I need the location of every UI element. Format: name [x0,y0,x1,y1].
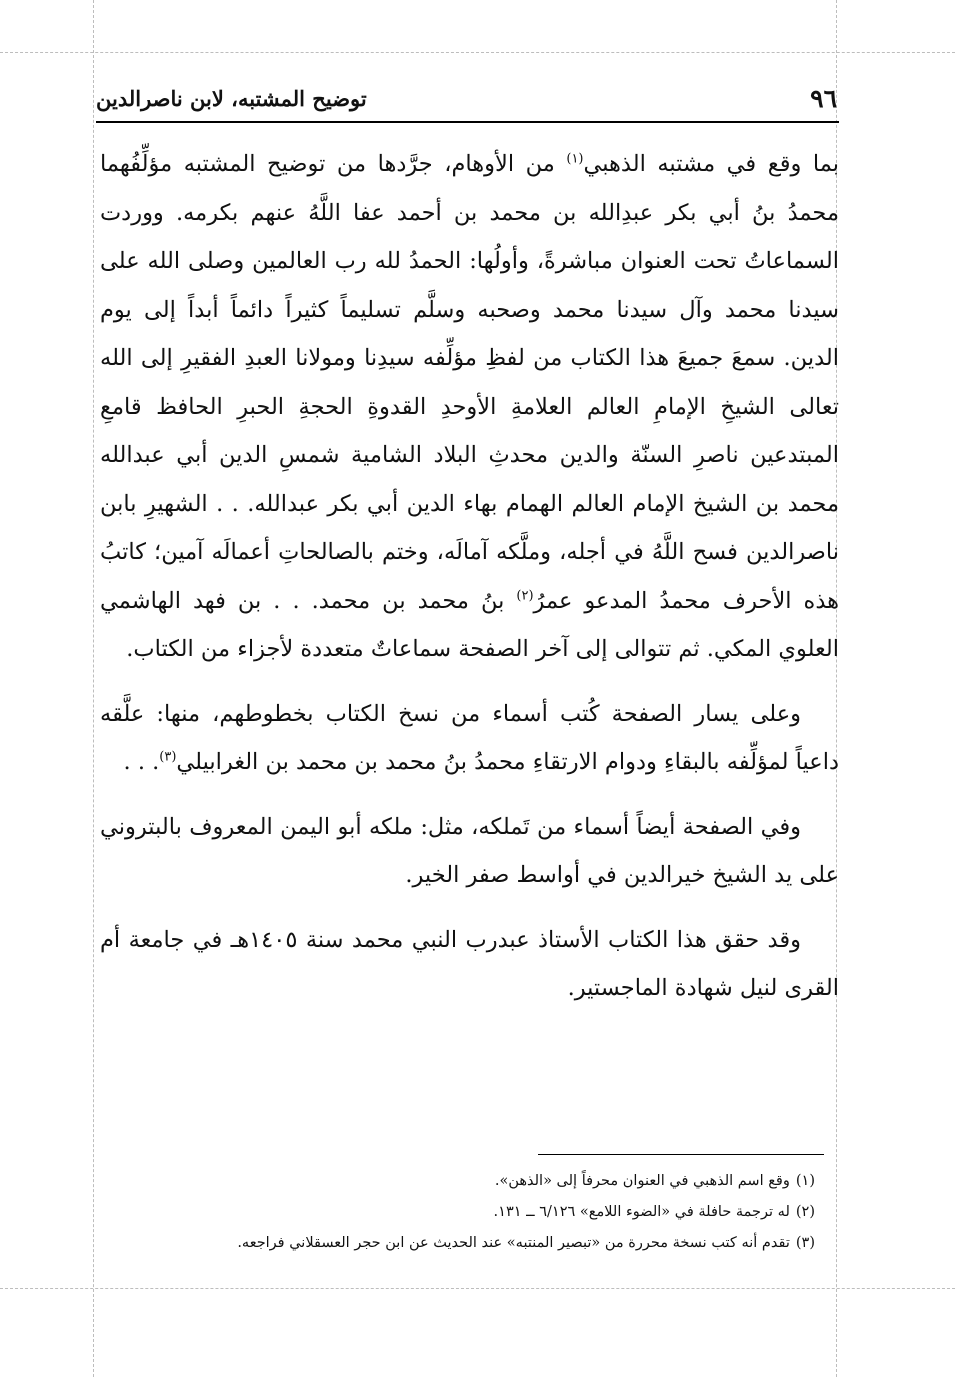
running-title: توضيح المشتبه، لابن ناصرالدين [96,85,367,111]
footnote-number: (٣) [795,1235,815,1251]
footnote-1 [100,1166,815,1197]
footnote-3 [100,1228,815,1259]
paragraph-1-part-2: من الأوهام، جرَّدها من توضيح المشتبه مؤلِّفُهما محمدُ بنُ أبي بكر عبدِالله بن محمد بن أحمد عفا اللَّهُ عنهم بكرمه. ووردت السماعاتُ تحت العنوان مباشرةً، وأولُها: الحمدُ لله رب العالمين وصلى الله على سيدنا محمد وآل سيدنا محمد وصحبه وسلَّم تسليماً كثيراً دائماً أبداً إلى يوم الدين. سمعَ جميعَ هذا الكتاب من لفظِ مؤلِّفه سيدِنا ومولانا العبدِ الفقيرِ إلى الله تعالى الشيخِ الإمامِ العالم العلامةِ الأوحدِ القدوةِ الحجةِ الحبرِ الحافظ قامعِ المبتدعين ناصرِ السنّة والدين محدثِ البلاد الشامية شمسِ الدين أبي عبدالله محمد بن الشيخ الإمام العالم الهمام بهاء الدين أبي بكر عبدالله. . . الشهيرِ بابن ناصرالدين فسح اللَّهُ في أجله، وملَّكه آمالَه، وختم بالصالحاتِ أعمالَه آمين؛ كاتبُ هذه الأحرف محمدُ المدعو عمرُ [100,151,839,614]
footnotes [100,1166,815,1259]
paragraph-1-part-3: بنُ محمد بن محمد. . . بن فهد الهاشمي العلوي المكي. ثم تتوالى إلى آخر الصفحة سماعاتٌ متعددة لأجزاء من الكتاب. [100,587,839,662]
body-text [100,140,839,1013]
footnote-rule [538,1154,824,1155]
footnote-ref-1[interactable]: (١) [566,151,584,167]
footnote-2 [100,1197,815,1228]
page-header [96,78,837,118]
footnote-text: وقع اسم الذهبي في العنوان محرفاً إلى «الذهن». [494,1173,790,1189]
paragraph-3: وفي الصفحة أيضاً أسماء من تَملكه، مثل: ملكه أبو اليمن المعروف بالبتروني على يد الشيخ خيرالدين في أواسط صفر الخير. [100,813,839,888]
footnote-number: (١) [795,1173,815,1189]
footnote-number: (٢) [795,1204,815,1220]
scan-guide-bottom [0,1288,955,1289]
scan-guide-top [0,52,955,53]
footnote-text: له ترجمة حافلة في «الضوء اللامع» ٦/١٢٦ ــ ١٣١. [493,1204,790,1220]
paragraph-1 [100,140,839,674]
paragraph-4: وقد حقق هذا الكتاب الأستاذ عبدرب النبي محمد سنة ١٤٠٥هـ في جامعة أم القرى لنيل شهادة الماجستير. [100,926,839,1001]
footnote-text: تقدم أنه كتب نسخة محررة من «تبصير المنتبه» عند الحديث عن ابن حجر العسقلاني فراجعه. [237,1235,790,1251]
paragraph-2-part-1: وعلى يسار الصفحة كُتب أسماء من نسخ الكتاب بخطوطهم، منها: علَّقه داعياً لمؤلِّفه بالبقاءِ ودوام الارتقاءِ محمدُ بنُ محمد بن محمد بن الغرابيلي [100,700,839,775]
scan-guide-left [93,0,94,1377]
page-number: ٩٦ [810,83,837,113]
footnote-ref-3[interactable]: (٣) [159,749,177,765]
paragraph-2 [100,690,839,787]
footnote-ref-2[interactable]: (٢) [516,588,534,603]
paragraph-2-part-2: . . . [123,749,160,775]
paragraph-1-part-1: بما وقع في مشتبه الذهبي [583,151,839,177]
header-rule [96,121,839,123]
